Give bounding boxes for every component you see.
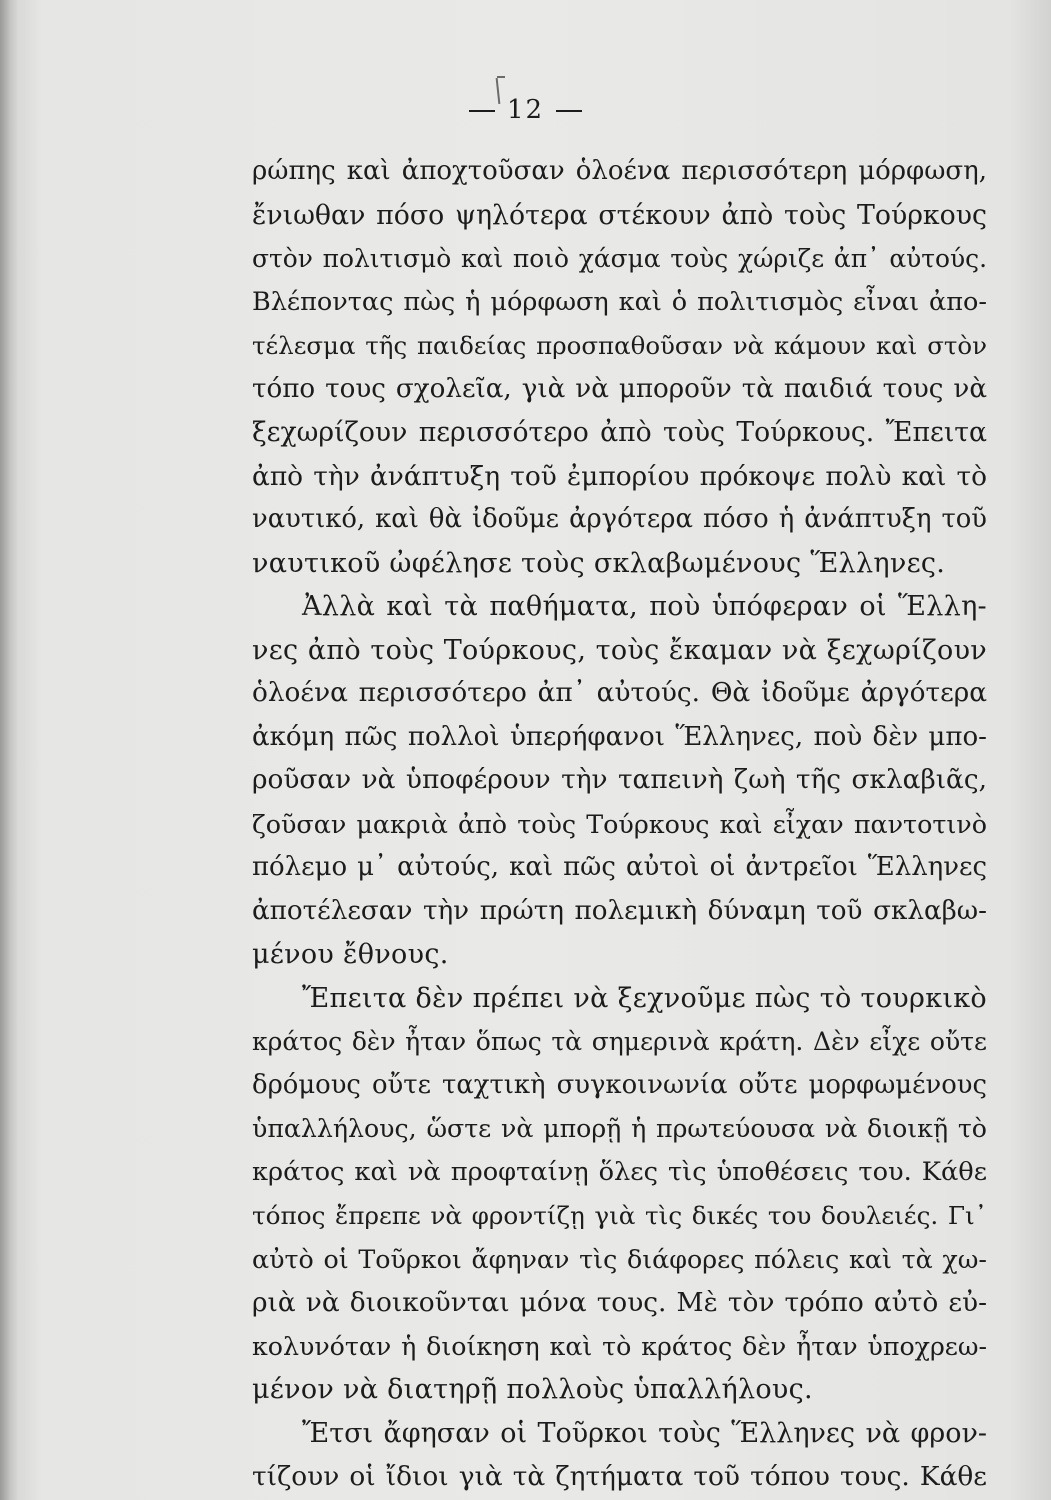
text-line: πόλεμο μ᾽ αὐτούς, καὶ πῶς αὐτοὶ οἱ ἀντρεῖοι Ἕλληνες: [252, 852, 987, 882]
pencil-mark-top: [497, 76, 505, 78]
text-line: ναυτικό, καὶ θὰ ἰδοῦμε ἀργότερα πόσο ἡ ἀνάπτυξη τοῦ: [252, 504, 987, 534]
text-line: τίζουν οἱ ἴδιοι γιὰ τὰ ζητήματα τοῦ τόπου τους. Κάθε: [252, 1461, 987, 1492]
text-line: αὐτὸ οἱ Τοῦρκοι ἄφηναν τὶς διάφορες πόλεις καὶ τὰ χω-: [252, 1243, 987, 1274]
text-line: νες ἀπὸ τοὺς Τούρκους, τοὺς ἔκαμαν νὰ ξεχωρίζουν: [252, 634, 987, 666]
page-number: 12: [506, 95, 545, 125]
text-line: ὑπαλλήλους, ὥστε νὰ μπορῇ ἡ πρωτεύουσα νὰ διοικῇ τὸ: [252, 1114, 987, 1143]
text-line: ροῦσαν νὰ ὑποφέρουν τὴν ταπεινὴ ζωὴ τῆς σκλαβιᾶς,: [252, 765, 987, 795]
dash-left: [469, 110, 495, 112]
text-line-paragraph-end: ναυτικοῦ ὠφέλησε τοὺς σκλαβωμένους Ἕλληνες.: [252, 547, 946, 579]
text-line-paragraph-end: μένου ἔθνους.: [252, 939, 449, 970]
text-line: τόπο τους σχολεῖα, γιὰ νὰ μποροῦν τὰ παιδιά τους νὰ: [252, 373, 987, 404]
text-line: ξεχωρίζουν περισσότερο ἀπὸ τοὺς Τούρκους. Ἔπειτα: [252, 417, 987, 448]
text-line: τέλεσμα τῆς παιδείας προσπαθοῦσαν νὰ κάμουν καὶ στὸν: [252, 331, 987, 360]
text-line: Βλέποντας πὼς ἡ μόρφωση καὶ ὁ πολιτισμὸς εἶναι ἀπο-: [252, 286, 987, 317]
text-line: ἔνιωθαν πόσο ψηλότερα στέκουν ἀπὸ τοὺς Τούρκους: [252, 199, 987, 231]
text-line: δρόμους οὔτε ταχτικὴ συγκοινωνία οὔτε μορφωμένους: [252, 1069, 987, 1100]
text-line-paragraph-start: Ἔτσι ἄφησαν οἱ Τοῦρκοι τοὺς Ἕλληνες νὰ φρον-: [302, 1417, 987, 1449]
text-line: ζοῦσαν μακριὰ ἀπὸ τοὺς Τούρκους καὶ εἶχαν παντοτινὸ: [252, 808, 987, 839]
text-line: ριὰ νὰ διοικοῦνται μόνα τους. Μὲ τὸν τρόπο αὐτὸ εὐ-: [252, 1287, 987, 1318]
text-line: ἀπὸ τὴν ἀνάπτυξη τοῦ ἐμπορίου πρόκοψε πολὺ καὶ τὸ: [252, 460, 987, 492]
page-binding-shadow: [0, 0, 18, 1500]
text-line: κράτος καὶ νὰ προφταίνῃ ὅλες τὶς ὑποθέσεις του. Κάθε: [252, 1156, 987, 1187]
text-line: κολυνόταν ἡ διοίκηση καὶ τὸ κράτος δὲν ἦταν ὑποχρεω-: [252, 1331, 987, 1361]
text-line: ὁλοένα περισσότερο ἀπ᾽ αὐτούς. Θὰ ἰδοῦμε ἀργότερα: [252, 678, 987, 708]
dash-right: [556, 110, 582, 112]
text-line-paragraph-start: Ἀλλὰ καὶ τὰ παθήματα, ποὺ ὑπόφεραν οἱ Ἕλλη-: [302, 591, 987, 622]
text-line: τόπος ἔπρεπε νὰ φροντίζῃ γιὰ τὶς δικές του δουλειές. Γι᾽: [252, 1201, 987, 1230]
text-line: ρώπης καὶ ἀποχτοῦσαν ὁλοένα περισσότερη μόρφωση,: [252, 156, 987, 186]
text-line: ἀκόμη πῶς πολλοὶ ὑπερήφανοι Ἕλληνες, ποὺ δὲν μπο-: [252, 721, 987, 752]
body-text: [252, 150, 987, 1499]
page-number-header: [0, 95, 1051, 125]
text-line: ἀποτέλεσαν τὴν πρώτη πολεμικὴ δύναμη τοῦ σκλαβω-: [252, 895, 987, 926]
text-line: στὸν πολιτισμὸ καὶ ποιὸ χάσμα τοὺς χώριζε ἀπ᾽ αὐτούς.: [252, 244, 987, 273]
text-line: κράτος δὲν ἦταν ὅπως τὰ σημερινὰ κράτη. Δὲν εἶχε οὔτε: [252, 1027, 987, 1056]
text-line-paragraph-end: μένον νὰ διατηρῇ πολλοὺς ὑπαλλήλους.: [252, 1374, 813, 1405]
text-line-paragraph-start: Ἔπειτα δὲν πρέπει νὰ ξεχνοῦμε πὼς τὸ τουρκικὸ: [302, 982, 987, 1014]
